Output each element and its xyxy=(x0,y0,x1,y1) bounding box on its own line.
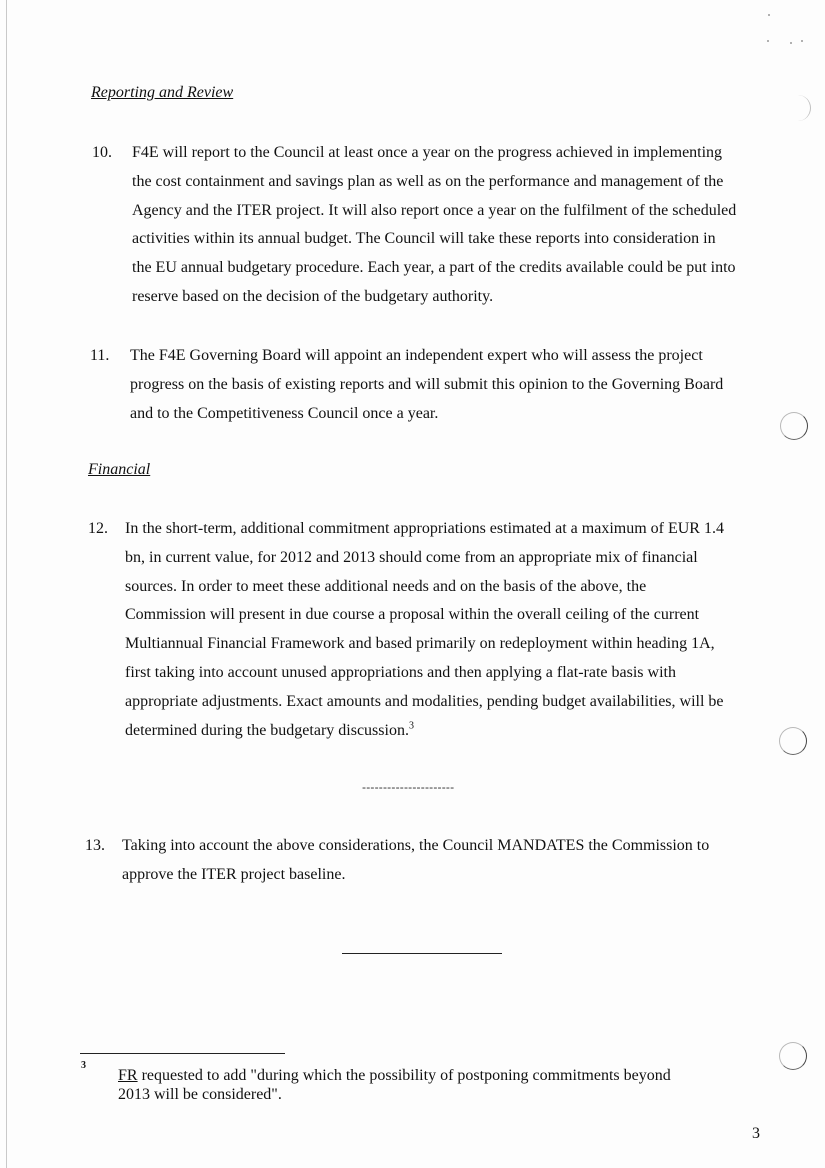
paragraph-line: approve the ITER project baseline. xyxy=(122,865,346,883)
punch-hole xyxy=(779,727,807,755)
paragraph-line: progress on the basis of existing reports and will submit this opinion to the Governing Board xyxy=(130,375,724,393)
footnote-line: 2013 will be considered". xyxy=(118,1086,282,1103)
paragraph-line: Agency and the ITER project. It will also report once a year on the fulfilment of the scheduled xyxy=(132,201,737,219)
paragraph-line-text: determined during the budgetary discussion. xyxy=(125,721,409,739)
paragraph-line: F4E will report to the Council at least once a year on the progress achieved in implementing xyxy=(132,144,723,161)
scan-speck xyxy=(767,40,769,42)
punch-hole-partial xyxy=(796,95,811,121)
page-edge xyxy=(6,0,7,1168)
footnote-text xyxy=(118,1066,671,1104)
paragraph-line: appropriate adjustments. Exact amounts and modalities, pending budget availabilities, will be xyxy=(125,692,724,710)
paragraph-number: 13. xyxy=(85,837,105,854)
punch-hole xyxy=(779,1042,807,1070)
paragraph-line: the cost containment and savings plan as well as on the performance and management of the xyxy=(132,172,724,190)
footnote-rule xyxy=(80,1053,285,1054)
paragraph-line: In the short-term, additional commitment appropriations estimated at a maximum of EUR 1.4 xyxy=(125,520,724,537)
paragraph-line: bn, in current value, for 2012 and 2013 should come from an appropriate mix of financial xyxy=(125,548,698,566)
separator-dashes: ---------------------- xyxy=(362,780,455,794)
footnote-line xyxy=(118,1066,671,1085)
paragraph-line: Commission will present in due course a proposal within the overall ceiling of the current xyxy=(125,606,700,624)
paragraph-number: 11. xyxy=(90,347,110,364)
scan-speck xyxy=(801,40,803,42)
page-number: 3 xyxy=(752,1125,760,1142)
end-rule xyxy=(342,953,502,954)
paragraph-line: The F4E Governing Board will appoint an independent expert who will assess the project xyxy=(130,347,703,364)
paragraph-line: reserve based on the decision of the budgetary authority. xyxy=(132,287,494,305)
paragraph-line: sources. In order to meet these additional needs and on the basis of the above, the xyxy=(125,577,647,595)
paragraph-number: 12. xyxy=(88,520,108,537)
paragraph-line: Multiannual Financial Framework and based primarily on redeployment within heading 1A, xyxy=(125,635,715,653)
paragraph-line: the EU annual budgetary procedure. Each year, a part of the credits available could be put into xyxy=(132,259,736,277)
footnote-marker: 3 xyxy=(81,1060,86,1071)
scan-speck xyxy=(790,42,792,44)
paragraph-line: Taking into account the above considerations, the Council MANDATES the Commission to xyxy=(122,837,710,854)
footnote-country: FR xyxy=(118,1067,138,1084)
footnote-reference[interactable]: 3 xyxy=(408,720,414,732)
punch-hole xyxy=(780,412,808,440)
paragraph-number: 10. xyxy=(92,144,112,161)
paragraph-line: first taking into account unused appropriations and then applying a flat-rate basis with xyxy=(125,663,676,681)
section-heading-reporting: Reporting and Review xyxy=(91,84,234,101)
paragraph-line: activities within its annual budget. The Council will take these reports into consideration in xyxy=(132,230,716,248)
scan-speck xyxy=(768,14,770,16)
footnote-line-rest: requested to add "during which the possibility of postponing commitments beyond xyxy=(137,1067,671,1084)
section-heading-financial: Financial xyxy=(88,461,151,478)
paragraph-line: and to the Competitiveness Council once a year. xyxy=(130,404,439,422)
paragraph-line-last xyxy=(125,717,724,746)
